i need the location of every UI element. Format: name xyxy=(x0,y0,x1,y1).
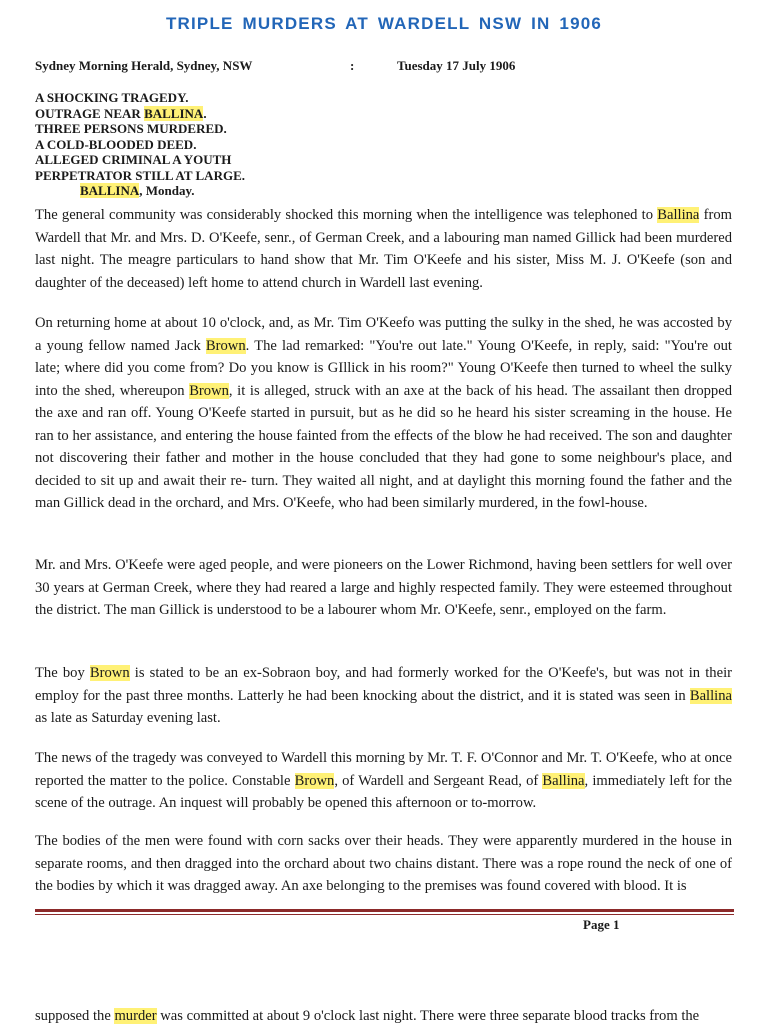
headline-line xyxy=(35,106,245,122)
search-highlight: Brown xyxy=(294,772,335,789)
footer-rule xyxy=(35,909,734,912)
article-paragraph: On returning home at about 10 o'clock, and, as Mr. Tim O'Keefo was putting the sulky in the shed, he was accosted by a young fellow named Jack Brown. The lad remarked: "You're out late." Young O'Keefe, in reply, said: "You're out late; where did you come from? Do you know is GIllick in his room?" Young O'Keefe then turned to wheel the sulky into the shed, whereupon Brown, it is alleged, struck with an axe at the back of his head. The assailant then dropped the axe and ran off. Young O'Keefe started in pursuit, but as he did so he heard his sister screaming in the house. He ran to her assistance, and entering the house fainted from the effects of the blow he had received. The son and daughter not discovering their father and mother in the house concluded that they had gone to some neighbour's place, and decided to sit up and await their re- turn. They waited all night, and at daylight this morning found the father and the man Gillick dead in the orchard, and Mrs. O'Keefe, who had been similarly murdered, in the fowl-house. xyxy=(35,315,732,511)
headline-block xyxy=(35,90,245,199)
document-title: TRIPLE MURDERS AT WARDELL NSW IN 1906 xyxy=(165,14,603,33)
footer-rule-thin xyxy=(35,914,734,915)
search-highlight: Ballina xyxy=(542,772,585,789)
publication-name: Sydney Morning Herald, Sydney, NSW xyxy=(35,58,253,73)
headline-line: A COLD-BLOODED DEED. xyxy=(35,136,197,152)
search-highlight: BALLINA xyxy=(144,105,204,121)
search-highlight: Brown xyxy=(205,337,246,354)
dateline xyxy=(35,183,245,199)
source-separator: : xyxy=(350,58,355,73)
article-paragraph: The bodies of the men were found with corn sacks over their heads. They were apparently murdered in the house in separate rooms, and then dragged into the orchard about two chains distant. There was a rope round the neck of one of the bodies by which it was dragged away. An axe belonging to the premises was found covered with blood. It is xyxy=(35,833,732,894)
search-highlight: Ballina xyxy=(657,207,700,223)
article-paragraph: The boy Brown is stated to be an ex-Sobraon boy, and had formerly worked for the O'Keefe's, but was not in their employ for the past three months. Latterly he had been knocking about the district, and it is stated was seen in Ballina as late as Saturday evening last. xyxy=(35,665,732,726)
headline-line: PERPETRATOR STILL AT LARGE. xyxy=(35,167,245,183)
publication-date: Tuesday 17 July 1906 xyxy=(397,58,516,73)
article-paragraph: The general community was considerably shocked this morning when the intelligence was telephoned to Ballina from Wardell that Mr. and Mrs. D. O'Keefe, senr., of German Creek, and a labouring man named Gillick had been murdered last night. The meagre particulars to hand show that Mr. Tim O'Keefe and his sister, Miss M. J. O'Keefe (son and daughter of the deceased) left home to attend church in Wardell last evening. xyxy=(35,207,732,291)
dateline-text: , Monday. xyxy=(139,183,195,198)
search-highlight: murder xyxy=(114,1008,157,1024)
headline-line: ALLEGED CRIMINAL A YOUTH xyxy=(35,152,232,167)
headline-text: OUTRAGE NEAR xyxy=(35,105,145,121)
headline-text: . xyxy=(203,105,207,121)
headline-line: A SHOCKING TRAGEDY. xyxy=(35,90,189,105)
headline-line: THREE PERSONS MURDERED. xyxy=(35,121,227,136)
article-paragraph: The news of the tragedy was conveyed to Wardell this morning by Mr. T. F. O'Connor and Mr. T. O'Keefe, who at once reported the matter to the police. Constable Brown, of Wardell and Sergeant Read, of Ballina, immediately left for the scene of the outrage. An inquest will probably be opened this afternoon or to-morrow. xyxy=(35,750,732,811)
search-highlight: Brown xyxy=(189,382,229,399)
article-paragraph: Mr. and Mrs. O'Keefe were aged people, and were pioneers on the Lower Richmond, having been settlers for well over 30 years at German Creek, where they had reared a large and highly respected family. They were esteemed throughout the district. The man Gillick is understood to be a labourer whom Mr. O'Keefe, senr., employed on the farm. xyxy=(35,557,732,618)
article-paragraph: supposed the murder was committed at about 9 o'clock last night. There were three separate blood tracks from the xyxy=(35,1008,700,1024)
search-highlight: Brown xyxy=(89,665,130,681)
search-highlight: BALLINA xyxy=(80,183,140,198)
page-number: Page 1 xyxy=(583,917,620,932)
search-highlight: Ballina xyxy=(689,687,732,704)
